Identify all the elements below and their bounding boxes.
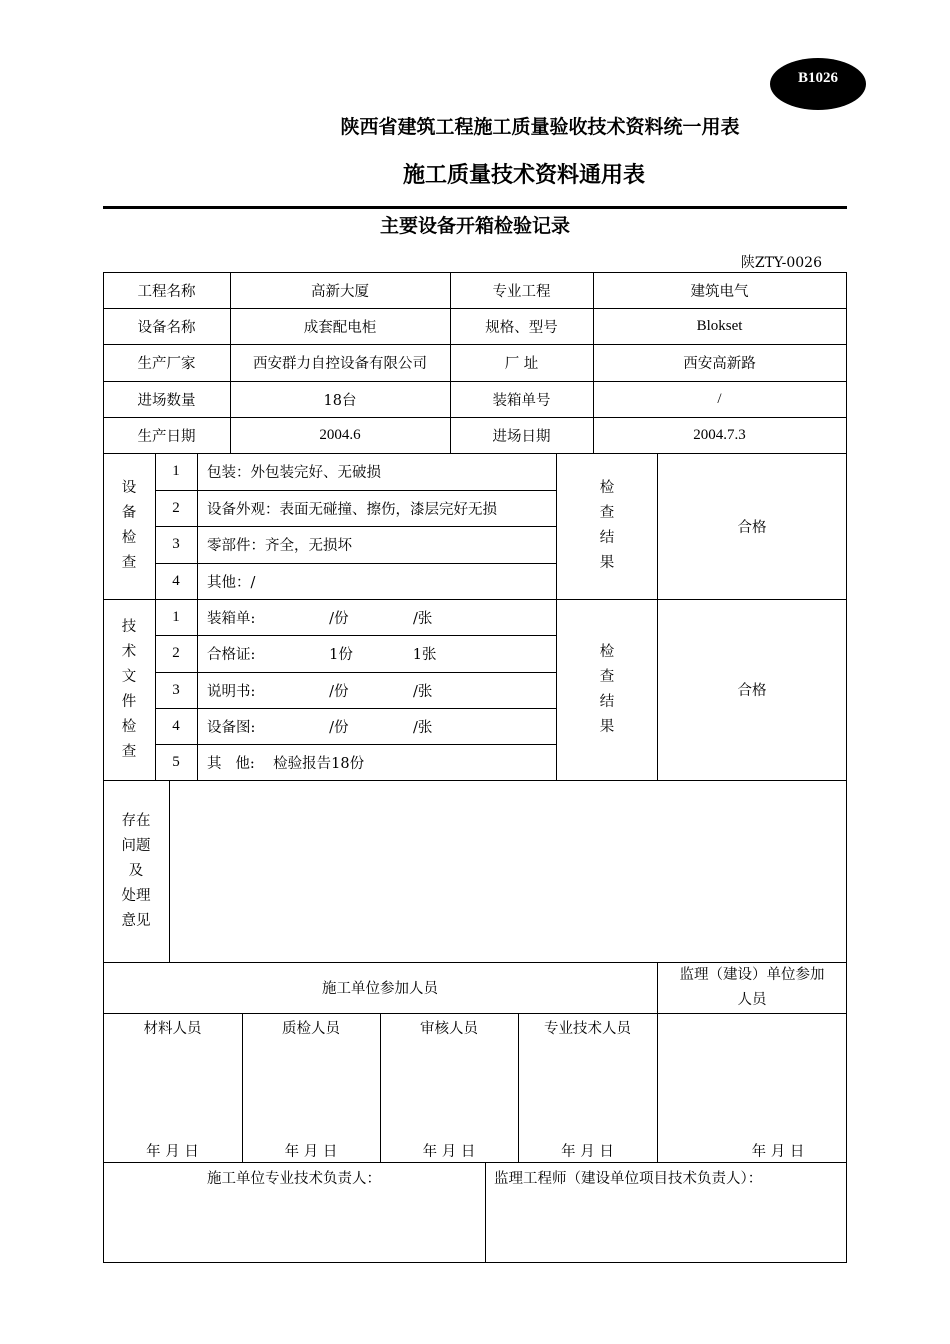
production-date-label: 生产日期: [137, 428, 196, 445]
doc-result: 合格: [737, 683, 767, 699]
issues-label: 存在 问题 及 处理 意见: [121, 812, 151, 929]
supervisor-participants-label: 监理（建设）单位参加 人员: [679, 966, 825, 1008]
role-date: 年 月 日: [422, 1143, 476, 1160]
equip-check-label: 设 备 检 查: [121, 480, 137, 571]
table-border: [230, 272, 231, 453]
builder-tech-signoff: 施工单位专业技术负责人：: [207, 1170, 381, 1187]
title-line-1: 陕西省建筑工程施工质量验收技术资料统一用表: [340, 116, 740, 138]
entry-date: 2004.7.3: [693, 426, 746, 443]
title-rule: [103, 206, 847, 209]
address-label: 厂 址: [504, 356, 539, 372]
doc-result-label: 检 查 结 果: [599, 643, 615, 735]
doc-item-no: 4: [172, 717, 180, 734]
form-code: 陕ZTY-0026: [740, 255, 822, 271]
table-border: [103, 1262, 847, 1263]
doc-item-text: 其 他: 检验报告18份: [207, 755, 365, 772]
equip-item-no: 2: [172, 499, 180, 516]
project-name: 高新大厦: [311, 283, 369, 300]
role-label: 专业技术人员: [544, 1020, 631, 1037]
doc-item-text: 合格证: 1份 1张: [207, 647, 437, 663]
equip-result: 合格: [737, 519, 767, 536]
issues-content: [170, 780, 846, 962]
role-label: 质检人员: [282, 1020, 340, 1037]
doc-item-no: 3: [172, 681, 180, 698]
role-label: 材料人员: [143, 1020, 202, 1037]
address: 西安高新路: [683, 356, 756, 372]
doc-item-text: 装箱单: /份 /张: [207, 610, 433, 627]
equip-item-text: 设备外观：表面无碰撞、擦伤，漆层完好无损: [207, 501, 497, 518]
form-title: 主要设备开箱检验记录: [379, 215, 570, 237]
equip-item-text: 其他：/: [207, 574, 256, 591]
builder-participants-label: 施工单位参加人员: [322, 981, 438, 997]
doc-item-text: 设备图: /份 /张: [207, 719, 433, 736]
doc-item-text: 说明书: /份 /张: [207, 683, 433, 700]
model: Blokset: [696, 317, 743, 334]
equip-item-no: 4: [172, 572, 180, 589]
equip-item-text: 包装：外包装完好、无破损: [207, 465, 381, 481]
specialty-label: 专业工程: [492, 283, 551, 300]
doc-item-no: 2: [172, 645, 180, 661]
packing-no-label: 装箱单号: [492, 392, 551, 409]
manufacturer-label: 生产厂家: [137, 356, 196, 372]
table-border: [593, 272, 594, 453]
packing-no: /: [717, 390, 722, 407]
table-border: [846, 272, 847, 1263]
role-label: 审核人员: [420, 1020, 478, 1037]
title-line-2: 施工质量技术资料通用表: [402, 163, 645, 188]
manufacturer: 西安群力自控设备有限公司: [253, 356, 427, 372]
doc-item-no: 5: [172, 753, 180, 770]
supervisor-signoff: 监理工程师（建设单位项目技术负责人）：: [494, 1170, 763, 1187]
role-date: 年 月 日: [146, 1143, 199, 1160]
equip-result-label: 检 查 结 果: [599, 480, 615, 571]
equipment-name-label: 设备名称: [137, 319, 196, 336]
supervisor-date: 年 月 日: [751, 1143, 805, 1160]
equip-item-no: 1: [172, 463, 180, 479]
doc-item-no: 1: [172, 608, 180, 625]
doc-check-label: 技 术 文 件 检 查: [121, 618, 137, 760]
equipment-name: 成套配电柜: [303, 319, 377, 336]
equip-item-text: 零部件：齐全，无损坏: [207, 538, 352, 554]
role-date: 年 月 日: [284, 1143, 338, 1160]
entry-date-label: 进场日期: [492, 428, 551, 445]
model-label: 规格、型号: [485, 319, 558, 336]
table-border: [450, 272, 451, 453]
quantity-label: 进场数量: [137, 392, 196, 409]
quantity: 18台: [323, 392, 357, 409]
specialty: 建筑电气: [690, 283, 749, 300]
role-date: 年 月 日: [561, 1143, 614, 1160]
production-date: 2004.6: [319, 426, 361, 443]
form-number-badge: B1026: [770, 58, 866, 110]
project-name-label: 工程名称: [137, 283, 196, 300]
equip-item-no: 3: [172, 536, 180, 552]
